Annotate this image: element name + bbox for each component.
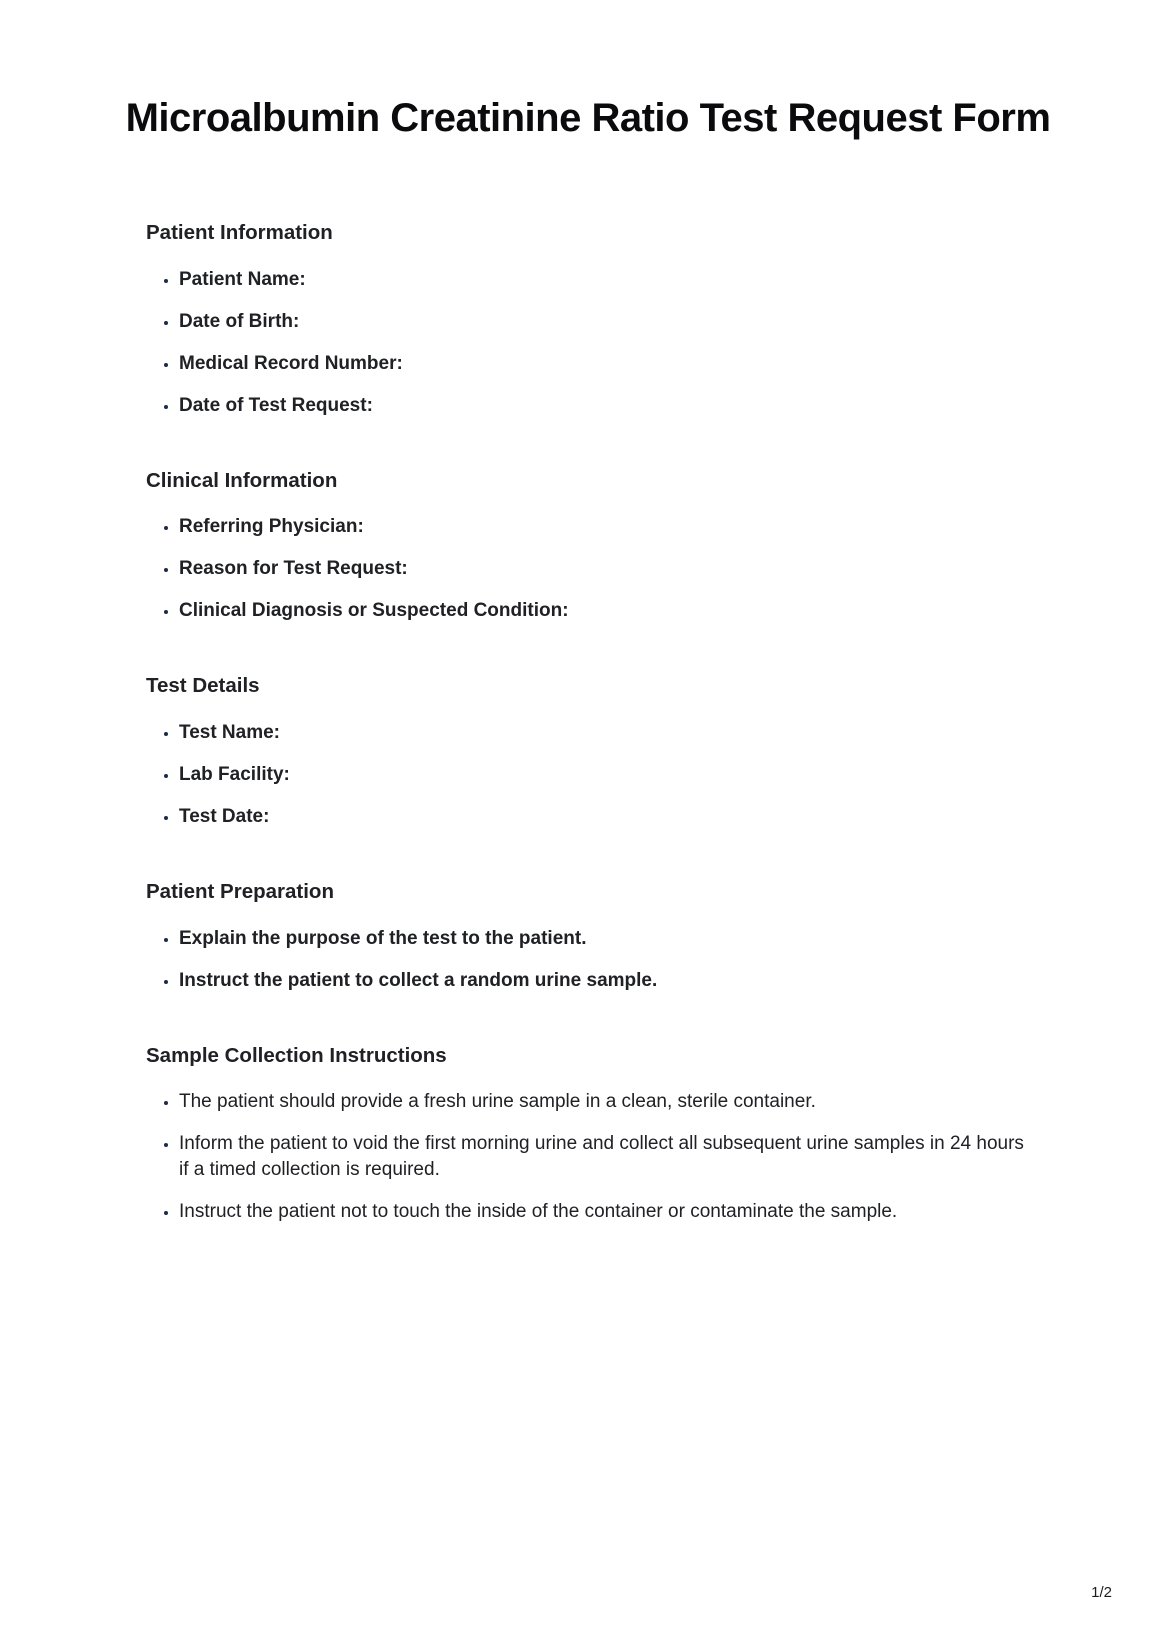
form-section (146, 220, 1030, 419)
section-item-list (146, 267, 1030, 419)
list-item: • Referring Physician: (179, 514, 1030, 540)
list-item: • The patient should provide a fresh urine sample in a clean, sterile container. (179, 1089, 1030, 1115)
section-item-list (146, 1089, 1030, 1225)
list-item: • Date of Birth: (179, 309, 1030, 335)
list-item: • Instruct the patient to collect a random urine sample. (179, 968, 1030, 994)
list-item: • Test Name: (179, 720, 1030, 746)
page-number: 1/2 (1091, 1584, 1112, 1601)
form-section (146, 879, 1030, 994)
list-item: • Medical Record Number: (179, 351, 1030, 377)
section-heading: Sample Collection Instructions (146, 1043, 447, 1067)
list-item: • Reason for Test Request: (179, 556, 1030, 582)
list-item: • Inform the patient to void the first morning urine and collect all subsequent urine samples in 24 hours if a timed collection is required. (179, 1131, 1030, 1183)
section-item-list (146, 720, 1030, 830)
list-item: • Lab Facility: (179, 762, 1030, 788)
list-item: • Date of Test Request: (179, 393, 1030, 419)
section-item-list (146, 514, 1030, 624)
section-heading: Patient Information (146, 221, 333, 244)
document-title: Microalbumin Creatinine Ratio Test Request Form (125, 96, 1051, 140)
form-section (146, 468, 1030, 625)
section-heading: Clinical Information (146, 468, 338, 492)
list-item: • Test Date: (179, 804, 1030, 830)
section-item-list (146, 926, 1030, 994)
list-item: • Instruct the patient not to touch the inside of the container or contaminate the sample. (179, 1199, 1030, 1225)
section-heading: Test Details (146, 674, 260, 698)
section-heading: Patient Preparation (146, 879, 334, 903)
form-section (146, 1043, 1030, 1226)
list-item: • Patient Name: (179, 267, 1030, 293)
list-item: • Clinical Diagnosis or Suspected Condition: (179, 598, 1030, 624)
list-item: • Explain the purpose of the test to the patient. (179, 926, 1030, 952)
form-section (146, 673, 1030, 830)
document-body (0, 220, 1176, 1225)
